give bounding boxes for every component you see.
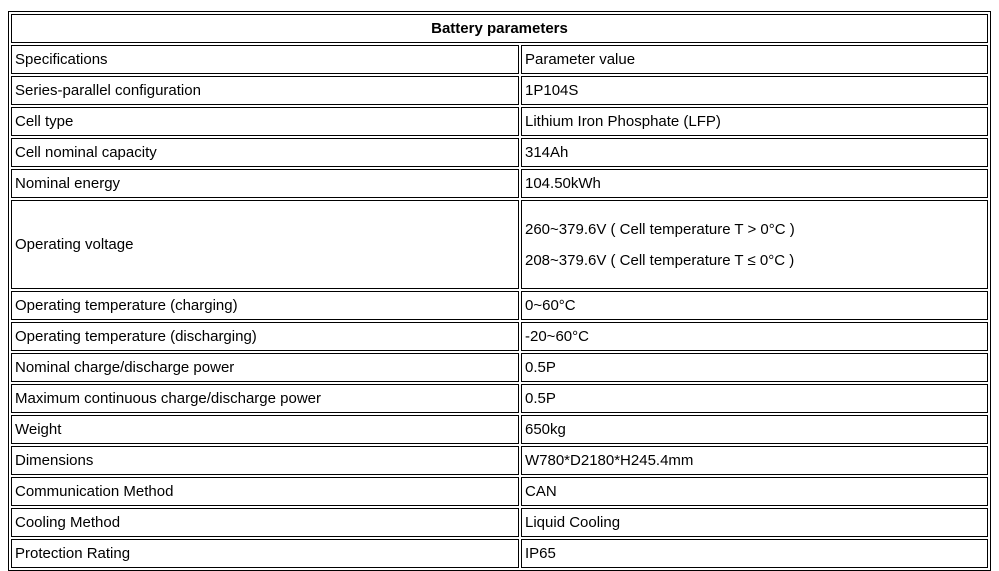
spec-value-cell: 1P104S — [521, 76, 988, 105]
battery-parameters-table — [8, 11, 991, 571]
table-row — [11, 138, 988, 167]
table-row — [11, 353, 988, 382]
table-title: Battery parameters — [11, 14, 988, 43]
spec-value-cell: CAN — [521, 477, 988, 506]
table-row — [11, 539, 988, 568]
spec-label-cell: Communication Method — [11, 477, 519, 506]
table-row — [11, 508, 988, 537]
spec-label-cell: Operating voltage — [11, 200, 519, 289]
spec-label-cell: Operating temperature (charging) — [11, 291, 519, 320]
spec-value-cell: 104.50kWh — [521, 169, 988, 198]
spec-label-cell: Series-parallel configuration — [11, 76, 519, 105]
table-row — [11, 477, 988, 506]
table-row — [11, 107, 988, 136]
table-row — [11, 415, 988, 444]
spec-value-cell: Liquid Cooling — [521, 508, 988, 537]
spec-value-cell: 314Ah — [521, 138, 988, 167]
table-title-row — [11, 14, 988, 43]
spec-value-cell: 0.5P — [521, 384, 988, 413]
spec-value-cell: -20~60°C — [521, 322, 988, 351]
spec-value-cell: W780*D2180*H245.4mm — [521, 446, 988, 475]
table-row — [11, 322, 988, 351]
spec-value-cell: 650kg — [521, 415, 988, 444]
table-row — [11, 169, 988, 198]
table-row-operating-voltage — [11, 200, 988, 289]
spec-label-cell: Cell nominal capacity — [11, 138, 519, 167]
spec-value-cell: 0~60°C — [521, 291, 988, 320]
spec-label-cell: Dimensions — [11, 446, 519, 475]
spec-label-cell: Operating temperature (discharging) — [11, 322, 519, 351]
spec-value-cell — [521, 200, 988, 289]
table-row — [11, 45, 988, 74]
spec-label-cell: Weight — [11, 415, 519, 444]
table-row — [11, 446, 988, 475]
voltage-line-above-zero: 260~379.6V ( Cell temperature T > 0°C ) — [525, 220, 795, 238]
spec-label-cell: Cooling Method — [11, 508, 519, 537]
spec-value-cell: IP65 — [521, 539, 988, 568]
table-row — [11, 384, 988, 413]
spec-label-cell: Protection Rating — [11, 539, 519, 568]
spec-label-cell: Nominal energy — [11, 169, 519, 198]
table-row — [11, 291, 988, 320]
voltage-line-below-zero: 208~379.6V ( Cell temperature T ≤ 0°C ) — [525, 251, 795, 269]
table-row — [11, 76, 988, 105]
spec-value-cell: Lithium Iron Phosphate (LFP) — [521, 107, 988, 136]
spec-label-cell: Maximum continuous charge/discharge power — [11, 384, 519, 413]
spec-value-cell: Parameter value — [521, 45, 988, 74]
spec-label-cell: Specifications — [11, 45, 519, 74]
spec-label-cell: Nominal charge/discharge power — [11, 353, 519, 382]
spec-value-cell: 0.5P — [521, 353, 988, 382]
spec-label-cell: Cell type — [11, 107, 519, 136]
